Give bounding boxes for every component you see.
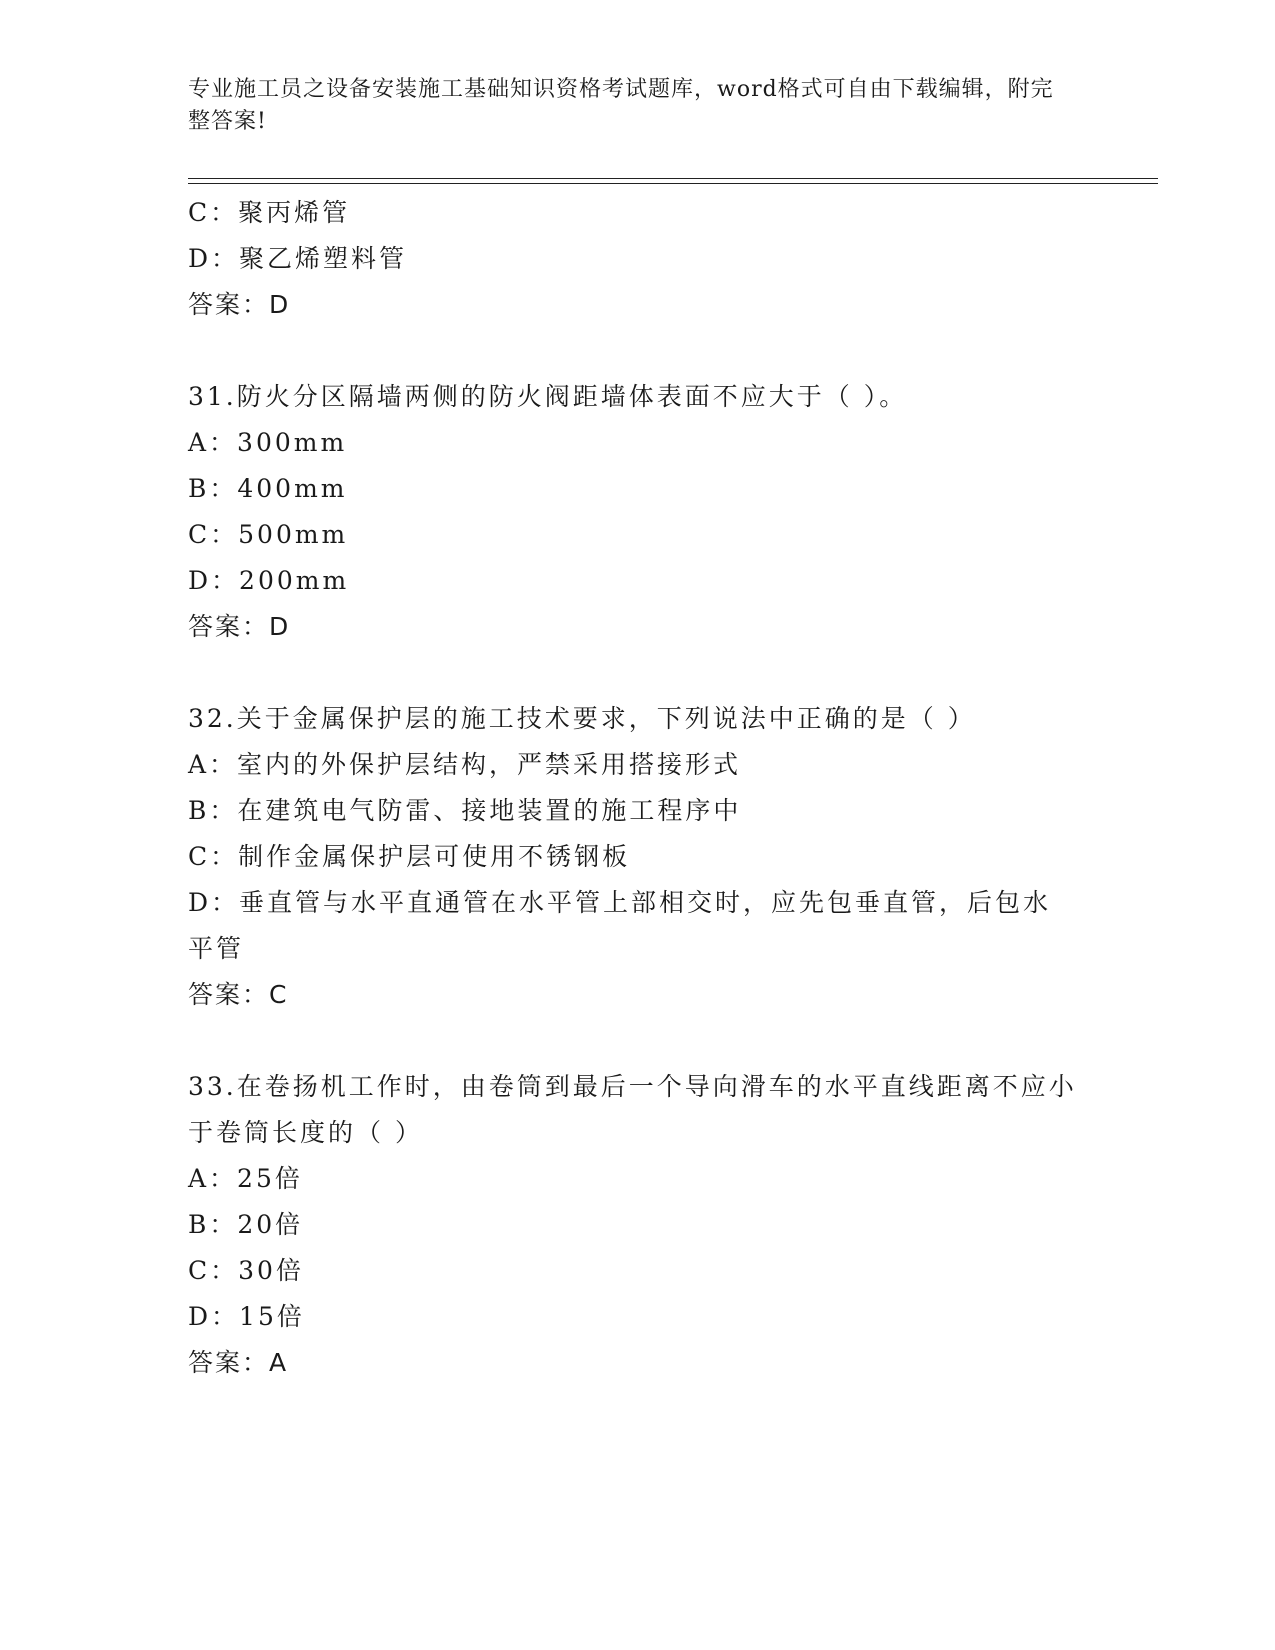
question-stem: 33.在卷扬机工作时，由卷筒到最后一个导向滑车的水平直线距离不应小于卷筒长度的（ ） [188,1072,1077,1147]
document-header: 专业施工员之设备安装施工基础知识资格考试题库，word格式可自由下载编辑，附完整答案! [188,77,1054,134]
option-d: D：200mm [188,566,350,595]
question-31 [188,374,1088,650]
option-d: D：垂直管与水平直通管在水平管上部相交时，应先包垂直管，后包水平管 [188,888,1052,963]
spacer [188,1018,1088,1064]
option-c: C：聚丙烯管 [188,198,351,227]
option-a: A：室内的外保护层结构，严禁采用搭接形式 [188,750,742,779]
answer: 答案：D [188,612,291,641]
option-b: B：在建筑电气防雷、接地装置的施工程序中 [188,796,742,825]
answer: 答案：D [188,290,291,319]
question-33 [188,1064,1088,1386]
question-32 [188,696,1088,1018]
option-c: C：30倍 [188,1256,304,1285]
option-a: A：300mm [188,428,348,457]
question-stem: 32.关于金属保护层的施工技术要求，下列说法中正确的是（ ） [188,704,976,733]
option-a: A：25倍 [188,1164,303,1193]
question-30-tail [188,190,1088,328]
option-b: B：400mm [188,474,348,503]
header-rule-bottom [188,183,1158,184]
spacer [188,328,1088,374]
header-rule-top [188,178,1158,179]
question-stem: 31.防火分区隔墙两侧的防火阀距墙体表面不应大于（ ）。 [188,382,908,411]
option-b: B：20倍 [188,1210,304,1239]
option-c: C：500mm [188,520,349,549]
spacer [188,650,1088,696]
option-d: D：15倍 [188,1302,305,1331]
answer: 答案：A [188,1348,289,1377]
option-d: D：聚乙烯塑料管 [188,244,408,273]
option-c: C：制作金属保护层可使用不锈钢板 [188,842,631,871]
document-body [188,190,1088,1386]
answer: 答案：C [188,980,289,1009]
